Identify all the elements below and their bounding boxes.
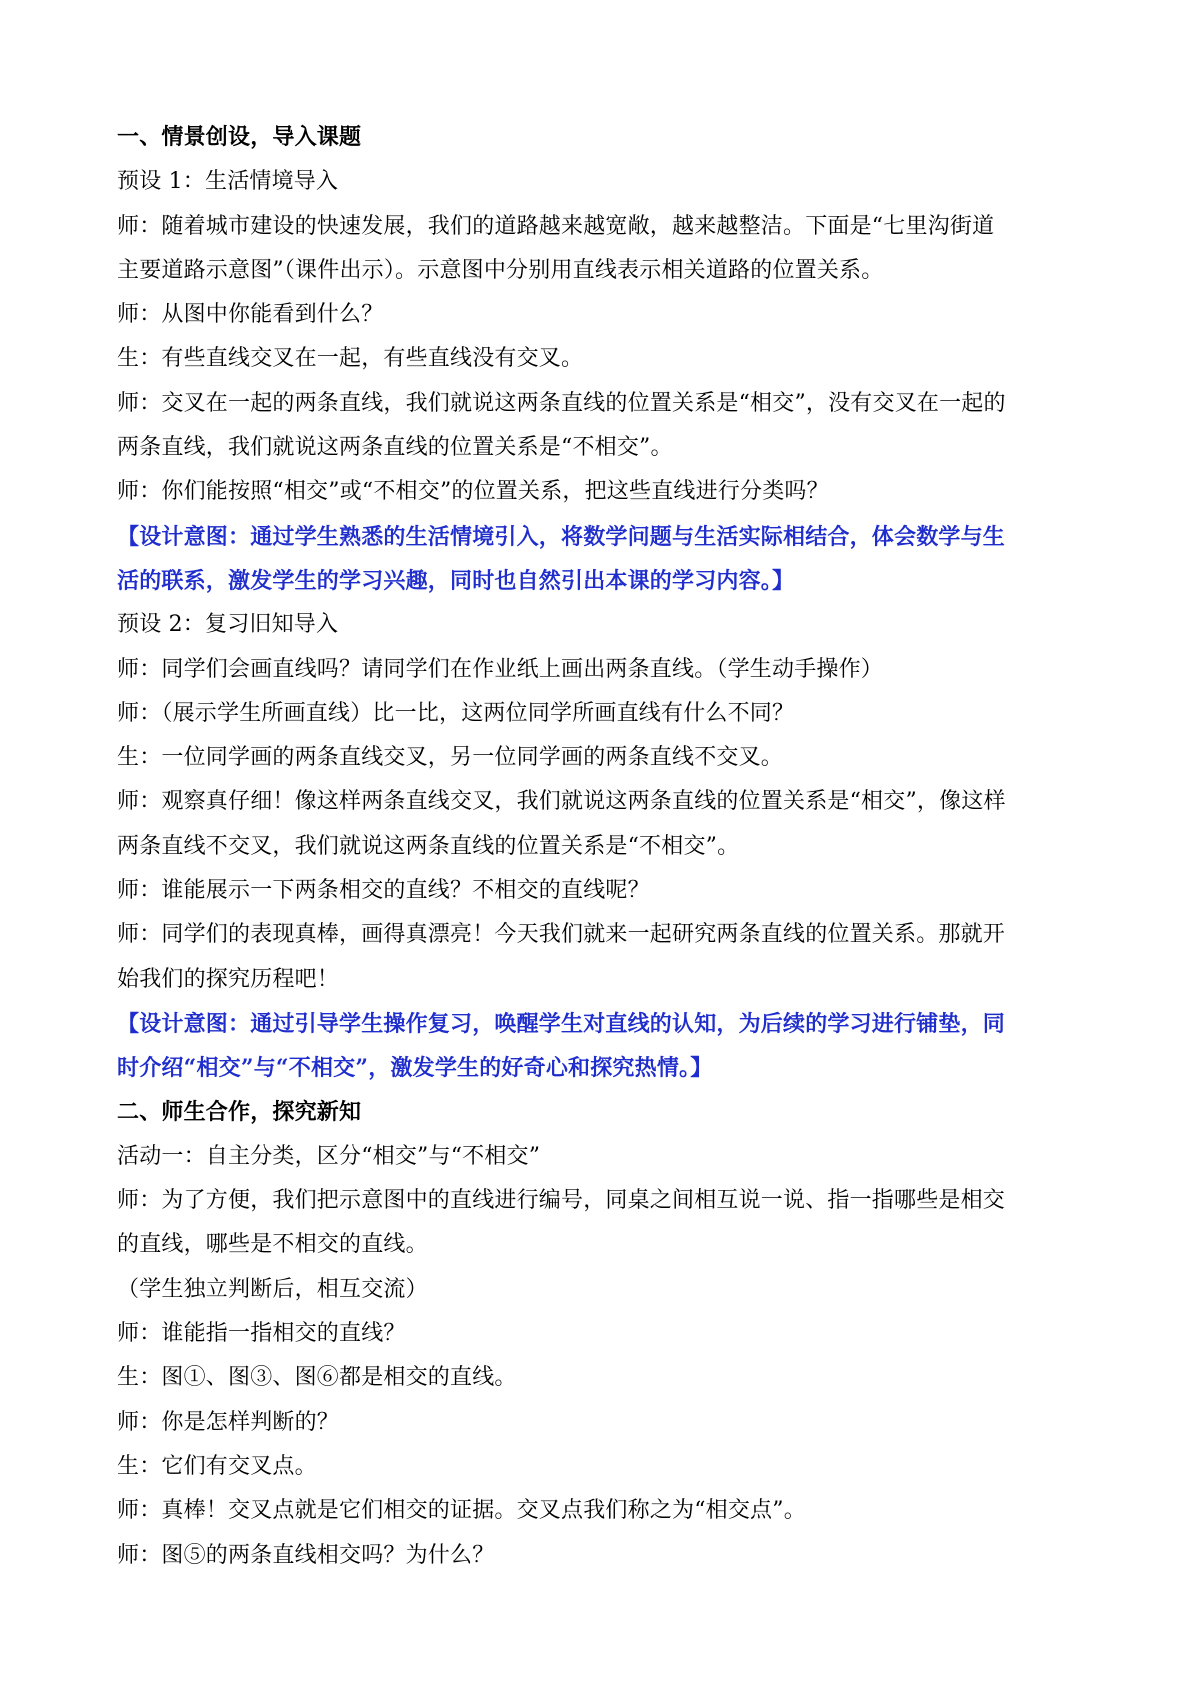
document-body [117,116,1097,1578]
paragraph-line: 师：你是怎样判断的？ [117,1409,340,1435]
paragraph-line: 师：为了方便，我们把示意图中的直线进行编号，同桌之间相互说一说、指一指哪些是相交 [117,1188,1006,1214]
paragraph-line: 师：图⑤的两条直线相交吗？为什么？ [117,1542,495,1568]
design-intent-line: 【设计意图：通过学生熟悉的生活情境引入，将数学问题与生活实际相结合，体会数学与生 [117,523,1006,550]
paragraph-line: 始我们的探究历程吧！ [117,966,340,992]
paragraph-line: 师：同学们的表现真棒，画得真漂亮！今天我们就来一起研究两条直线的位置关系。那就开 [117,922,1006,948]
paragraph-line: 主要道路示意图”（课件出示）。示意图中分别用直线表示相关道路的位置关系。 [117,257,884,283]
paragraph-line: 两条直线不交叉，我们就说这两条直线的位置关系是“不相交”。 [117,833,740,859]
paragraph-line: 师：你们能按照“相交”或“不相交”的位置关系，把这些直线进行分类吗？ [117,479,829,505]
paragraph-line: 生：有些直线交叉在一起，有些直线没有交叉。 [117,346,584,372]
design-intent-line: 活的联系，激发学生的学习兴趣，同时也自然引出本课的学习内容。】 [117,567,795,594]
section-heading: 一、情景创设，导入课题 [117,125,362,150]
paragraph-line: 的直线，哪些是不相交的直线。 [117,1232,428,1258]
paragraph-line: 师：观察真仔细！像这样两条直线交叉，我们就说这两条直线的位置关系是“相交”，像这样 [117,789,1006,815]
design-intent-line: 时介绍“相交”与“不相交”，激发学生的好奇心和探究热情。】 [117,1055,713,1082]
paragraph-line: 生：它们有交叉点。 [117,1453,317,1479]
paragraph-line: 两条直线，我们就说这两条直线的位置关系是“不相交”。 [117,435,673,461]
paragraph-line: 师：随着城市建设的快速发展，我们的道路越来越宽敞，越来越整洁。下面是“七里沟街道 [117,213,995,239]
paragraph-line: 预设 2：复习旧知导入 [117,612,339,638]
paragraph-line: 师：同学们会画直线吗？请同学们在作业纸上画出两条直线。（学生动手操作） [117,656,884,682]
paragraph-line: 生：图①、图③、图⑥都是相交的直线。 [117,1365,517,1391]
paragraph-line: 生：一位同学画的两条直线交叉，另一位同学画的两条直线不交叉。 [117,745,784,771]
paragraph-line: 预设 1：生活情境导入 [117,169,339,195]
paragraph-line: 师：从图中你能看到什么？ [117,302,384,328]
paragraph-line: 师：谁能展示一下两条相交的直线？不相交的直线呢？ [117,878,650,904]
paragraph-line: 活动一：自主分类，区分“相交”与“不相交” [117,1143,541,1169]
paragraph-line: （学生独立判断后，相互交流） [117,1276,428,1302]
paragraph-line: 师：谁能指一指相交的直线？ [117,1321,406,1347]
paragraph-line: 师：交叉在一起的两条直线，我们就说这两条直线的位置关系是“相交”，没有交叉在一起的 [117,390,1006,416]
section-heading: 二、师生合作，探究新知 [117,1099,362,1125]
design-intent-line: 【设计意图：通过引导学生操作复习，唤醒学生对直线的认知，为后续的学习进行铺垫，同 [117,1010,1006,1037]
paragraph-line: 师：真棒！交叉点就是它们相交的证据。交叉点我们称之为“相交点”。 [117,1498,806,1524]
paragraph-line: 师：（展示学生所画直线）比一比，这两位同学所画直线有什么不同？ [117,700,795,726]
